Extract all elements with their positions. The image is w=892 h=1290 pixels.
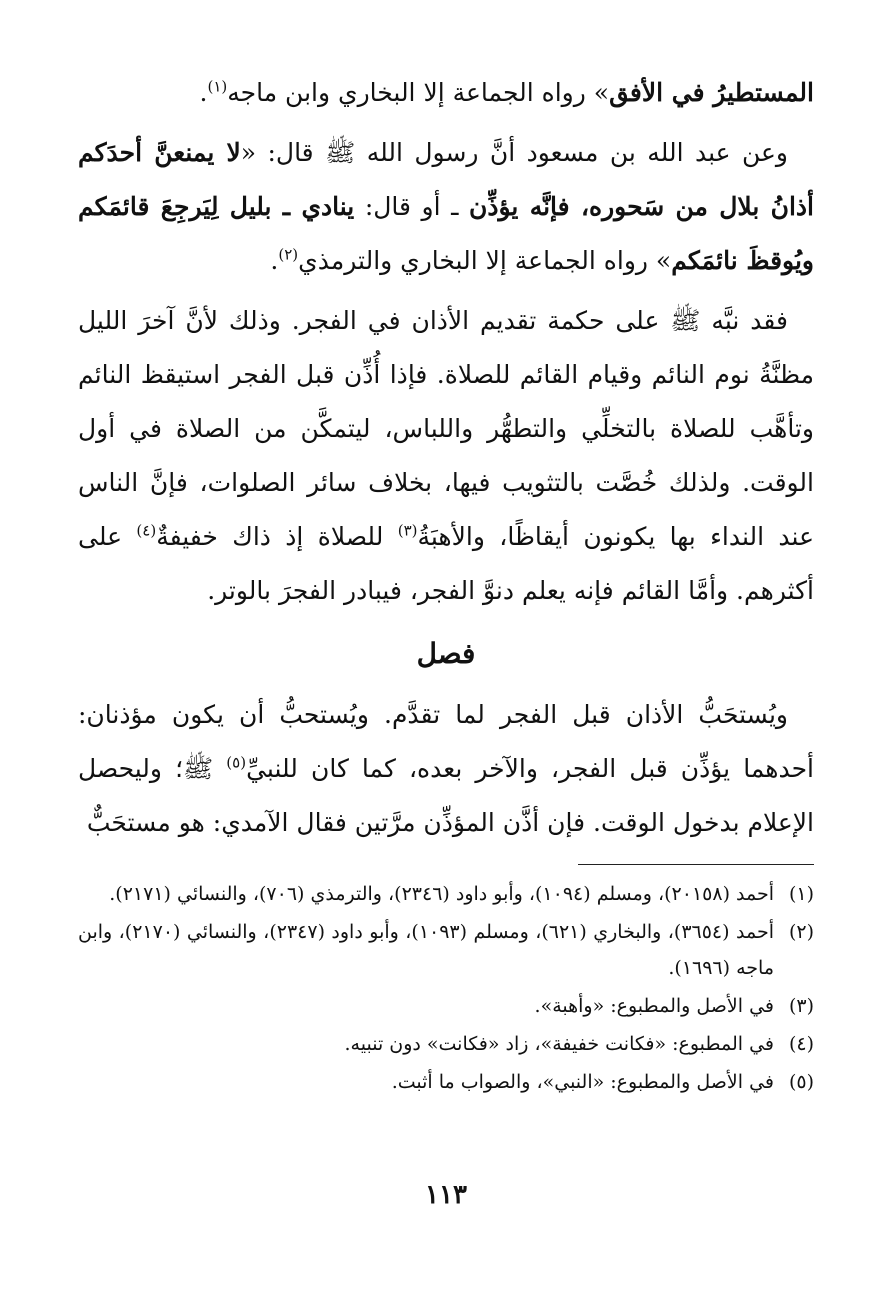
footnote-text: في الأصل والمطبوع: «النبي»، والصواب ما أثبت. xyxy=(391,1071,774,1093)
footnote-number: (٣) xyxy=(788,995,814,1017)
page-number: ١١٣ xyxy=(425,1180,467,1210)
footnote-separator xyxy=(578,864,814,865)
footnote-1 xyxy=(78,876,814,912)
footnote-text: أحمد (٢٠١٥٨)، ومسلم (١٠٩٤)، وأبو داود (٢٣٤٦)، والترمذي (٧٠٦)، والنسائي (٢١٧١). xyxy=(109,883,774,905)
paragraph-2-intro: وعن عبد الله بن مسعود أنَّ رسول الله ﷺ قال: « xyxy=(240,138,788,167)
paragraph-3-text-2: للصلاة إذ ذاك خفيفةٌ xyxy=(156,522,398,551)
footnote-number: (٤) xyxy=(788,1033,814,1055)
paragraph-2-bold-1: لا يمنعنَّ أحدَكم أذانُ بلال من سَحوره، فإنَّه يؤذِّن xyxy=(78,138,814,221)
footnote-ref-1[interactable]: (١) xyxy=(207,77,228,96)
paragraph-2-mid: ـ أو قال: xyxy=(354,192,470,221)
footnote-2 xyxy=(78,914,814,986)
paragraph-1-end: . xyxy=(199,78,208,107)
paragraph-3-text-1: فقد نبَّه ﷺ على حكمة تقديم الأذان في الفجر. وذلك لأنَّ آخرَ الليل مظنَّةُ نوم النائم وقيام القائم للصلاة. فإذا أُذِّن قبل الفجر استيقظ النائم وتأهَّب للصلاة بالتخلِّي والتطهُّر واللباس، ليتمكَّن من الصلاة في أول الوقت. ولذلك خُصَّت بالتثويب فيها، بخلاف سائر الصلوات، فإنَّ الناس عند النداء بها يكونون أيقاظًا، والأهبَةُ xyxy=(78,306,814,551)
footnote-text: أحمد (٣٦٥٤)، والبخاري (٦٢١)، ومسلم (١٠٩٣)، وأبو داود (٢٣٤٧)، والنسائي (٢١٧٠)، وابن ماجه (١٦٩٦). xyxy=(78,921,774,979)
footnote-ref-2[interactable]: (٢) xyxy=(278,245,299,264)
footnote-text: في المطبوع: «فكانت خفيفة»، زاد «فكانت» دون تنبيه. xyxy=(344,1033,774,1055)
page-body xyxy=(78,66,814,856)
paragraph-1 xyxy=(78,66,814,120)
footnote-ref-4[interactable]: (٤) xyxy=(136,521,157,540)
footnote-5 xyxy=(78,1064,814,1100)
footnote-ref-3[interactable]: (٣) xyxy=(397,521,418,540)
section-heading: فصل xyxy=(416,637,476,670)
paragraph-3 xyxy=(78,294,814,618)
paragraph-2-end: . xyxy=(270,246,279,275)
section-paragraph-text-1: ويُستحَبُّ الأذان قبل الفجر لما تقدَّم. ويُستحبُّ أن يكون مؤذنان: أحدهما يؤذِّن قبل الفجر، والآخر بعده، كما كان للنبيِّ xyxy=(78,700,814,783)
paragraph-2-bold-2: ينادي ـ بليل لِيَرجِعَ قائمَكم ويُوقظَ نائمَكم xyxy=(78,192,814,275)
footnote-number: (١) xyxy=(788,883,814,905)
footnote-number: (٢) xyxy=(788,921,814,943)
paragraph-3-text-3: على أكثرهم. وأمَّا القائم فإنه يعلم دنوَّ الفجر، فيبادر الفجرَ بالوتر. xyxy=(78,522,814,605)
paragraph-1-bold: المستطيرُ في الأفق xyxy=(609,78,814,107)
footnote-4 xyxy=(78,1026,814,1062)
section-paragraph xyxy=(78,688,814,850)
paragraph-2-text: » رواه الجماعة إلا البخاري والترمذي xyxy=(298,246,672,275)
footnote-3 xyxy=(78,988,814,1024)
paragraph-1-text: » رواه الجماعة إلا البخاري وابن ماجه xyxy=(227,78,610,107)
section-paragraph-text-2: ﷺ؛ وليحصل الإعلام بدخول الوقت. فإن أذَّن المؤذِّن مرَّتين فقال الآمدي: هو مستحَبٌّ xyxy=(78,754,814,837)
footnote-number: (٥) xyxy=(788,1071,814,1093)
footnotes xyxy=(78,876,814,1102)
footnote-ref-5[interactable]: (٥) xyxy=(226,753,247,772)
footnote-text: في الأصل والمطبوع: «وأهبة». xyxy=(534,995,774,1017)
paragraph-2 xyxy=(78,126,814,288)
